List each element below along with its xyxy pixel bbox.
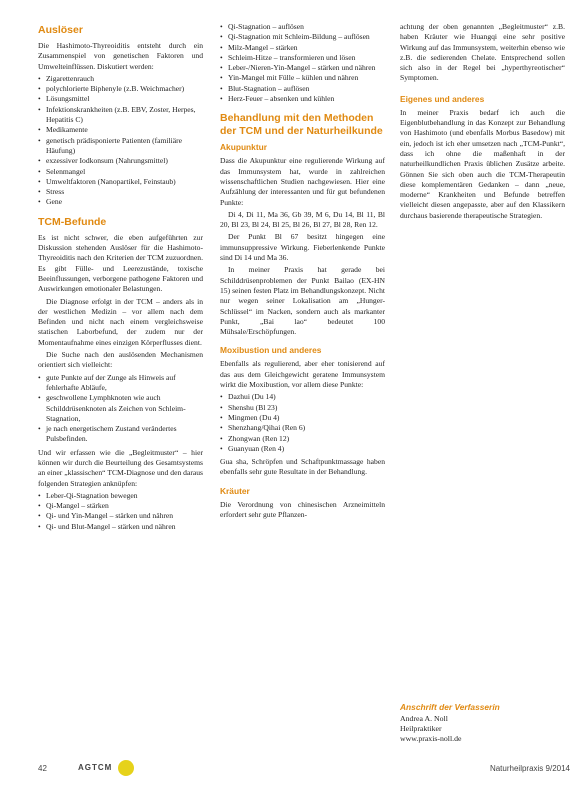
list-item: • Gene: [38, 197, 203, 207]
list-item: • Shenzhang/Qihai (Ren 6): [220, 423, 385, 433]
list-moxa-punkte: [220, 392, 385, 454]
column-2: [220, 22, 385, 522]
agtcm-logo: AGTCM: [78, 763, 113, 772]
heading-behandlung: Behandlung mit den Methoden der TCM und der Naturheilkunde: [220, 112, 383, 138]
list-ausloeser: [38, 74, 203, 208]
heading-eigenes: Eigenes und anderes: [400, 93, 485, 104]
list-item: • Milz-Mangel – stärken: [220, 43, 385, 53]
paragraph-akupunktur-3: Der Punkt Bl 67 besitzt hingegen eine immunsuppressive Wirkung. Fieberlenkende Punkte sind Di 14 und Ma 36.: [220, 232, 385, 263]
paragraph-akupunktur-1: Dass die Akupunktur eine regulierende Wirkung auf das Immunsystem hat, wurde in zahlreichen wissenschaftlichen Studien nachgewiesen. Hier eine Aufzählung der interessanten und für gut befundenen Punkte:: [220, 156, 385, 207]
paragraph-kraeuter-fortsetzung: achtung der oben genannten „Begleitmuster“ z.B. haben Kräuter wie Huangqi eine sehr positive Wirkung auf das Immunsystem, weiterhin ebenso wie z.B. die sedierenden Chelate. Entsprechend sollen sich also in der Regel bei „hyperthyreotischer“ Symptomen.: [400, 22, 565, 83]
paragraph-kraeuter: Die Verordnung von chinesischen Arzneimitteln erfordert sehr gute Pflanzen-: [220, 499, 385, 519]
list-item: • Qi- und Yin-Mangel – stärken und nähren: [38, 511, 203, 521]
heading-tcm-befunde: TCM-Befunde: [38, 215, 107, 228]
list-item: • Infektionskrankheiten (z.B. EBV, Zoster, Herpes, Hepatitis C): [38, 105, 203, 126]
paragraph-akupunktur-4: In meiner Praxis hat gerade bei Schilddrüsenproblemen der Punkt Bailao (EX-HN 15) seinen festen Platz im Behandlungskonzept. Nicht nur wegen seiner Lokalisation am „Hunger-Schlüssel“ im Nacken, sondern auch als markanter Punkt, „Bai lao“ bedeutet 100 Mühsale/Erschöpfungen.: [220, 265, 385, 337]
list-item: • gute Punkte auf der Zunge als Hinweis auf fehlerhafte Abläufe,: [38, 373, 203, 394]
list-item: • Lösungsmittel: [38, 94, 203, 104]
list-item: • Zhongwan (Ren 12): [220, 434, 385, 444]
heading-akupunktur: Akupunktur: [220, 142, 267, 153]
list-item: • Schleim-Hitze – transformieren und lösen: [220, 53, 385, 63]
paragraph-tcm-4: Und wir erfassen wie die „Begleitmuster“ – hier können wir durch die Beurteilung des Gesamtsystems an einer „klassischen“ TCM-Diagnose und den daraus folgenden Strategien anknüpfen:: [38, 447, 203, 488]
list-item: • Leber-Qi-Stagnation bewegen: [38, 491, 203, 501]
list-item: • Guanyuan (Ren 4): [220, 444, 385, 454]
heading-ausloeser: Auslöser: [38, 24, 83, 36]
list-item: • Dazhui (Du 14): [220, 392, 385, 402]
column-1: [38, 22, 203, 535]
list-item: • Shenshu (Bl 23): [220, 403, 385, 413]
journal-issue: Naturheilpraxis 9/2014: [489, 764, 570, 773]
author-box: [400, 702, 570, 744]
list-item: • Umweltfaktoren (Nanopartikel, Feinstaub): [38, 177, 203, 187]
list-item: • Zigarettenrauch: [38, 74, 203, 84]
paragraph-akupunktur-2: Di 4, Di 11, Ma 36, Gb 39, M 6, Du 14, Bl 11, Bl 20, Bl 23, Bl 24, Bl 25, Bl 26, Bl 27, Bl 28, Ren 12.: [220, 209, 385, 230]
page-footer: [38, 762, 570, 778]
list-item: • Selenmangel: [38, 167, 203, 177]
list-strategien-fortsetzung: [220, 22, 385, 104]
list-item: • geschwollene Lymphknoten wie auch Schilddrüsenknoten als Zeichen von Schleim-Stagnation,: [38, 393, 203, 424]
list-item: • Blut-Stagnation – auflösen: [220, 84, 385, 94]
list-befunde: [38, 373, 203, 445]
paragraph-moxibustion-1: Ebenfalls als regulierend, aber eher tonisierend auf das aus dem Gleichgewicht geratene Immunsystem wirkt die Moxibustion, vor allem diese Punkte:: [220, 359, 385, 390]
paragraph-tcm-2: Die Diagnose erfolgt in der TCM – anders als in der westlichen Medizin – vor allem nach dem Befinden und nicht nach einem vergleichsweise statischen Laborbefund, der zudem nur der Momentaufnahme eines einzigen Körperflusses dient.: [38, 296, 203, 347]
sun-logo-icon: [118, 760, 134, 776]
paragraph-tcm-1: Es ist nicht schwer, die eben aufgeführten zur Diskussion stehenden Auslöser für die Hashimoto-Thyreoiditis nach den Kriterien der TCM zuzuordnen. Es gibt Fülle- und Leerezustände, toxische Beeinflussungen, verborgene pathogene Faktoren und Auswirkungen emotionaler Belastungen.: [38, 232, 203, 294]
paragraph-eigenes: In meiner Praxis bedarf ich auch die Eigenblutbehandlung in das Konzept zur Behandlung von Hashimoto (und ebenfalls Morbus Basedow) mit ein, jedoch ist ich eher umsetzen nach „TCM-Punkt“, dass ich ohne die maßenhaft in der naturheilkundlichen Praxis üblichen Zusätze arbeite. Gönnen Sie sich oben auch die TCM-Therapeutin diese komplementären Gedanken – dann „neue, moderne“ Krankheiten und Befunde betreffen vielleicht diesen angepasste, aber auf den Klassikern durchaus basierende therapeutische Strategien.: [400, 107, 565, 220]
list-item: • Leber-/Nieren-Yin-Mangel – stärken und nähren: [220, 63, 385, 73]
list-item: • je nach energetischem Zustand verändertes Pulsbefinden.: [38, 424, 203, 445]
author-title: Heilpraktiker: [400, 724, 442, 733]
list-item: • Qi- und Blut-Mangel – stärken und nähren: [38, 522, 203, 532]
list-item: • Qi-Mangel – stärken: [38, 501, 203, 511]
page-number: 42: [38, 764, 47, 773]
list-item: • Yin-Mangel mit Fülle – kühlen und nähren: [220, 73, 385, 83]
heading-moxibustion: Moxibustion und anderes: [220, 345, 322, 356]
author-website[interactable]: www.praxis-noll.de: [400, 734, 462, 743]
list-item: • Herz-Feuer – absenken und kühlen: [220, 94, 385, 104]
paragraph-intro: Die Hashimoto-Thyreoiditis entsteht durch ein Zusammenspiel von genetischen Faktoren und Umwelteinflüssen. Diskutiert werden:: [38, 41, 203, 71]
list-item: • genetisch prädisponierte Patienten (familiäre Häufung): [38, 136, 203, 157]
list-item: • Mingmen (Du 4): [220, 413, 385, 423]
heading-kraeuter: Kräuter: [220, 485, 250, 496]
author-name: Andrea A. Noll: [400, 714, 448, 723]
list-item: • Stress: [38, 187, 203, 197]
column-3: [400, 22, 565, 223]
list-item: • Qi-Stagnation – auflösen: [220, 22, 385, 32]
list-item: • Medikamente: [38, 125, 203, 135]
list-strategien: [38, 491, 203, 532]
author-label: Anschrift der Verfasserin: [400, 702, 500, 712]
list-item: • exzessiver Iodkonsum (Nahrungsmittel): [38, 156, 203, 166]
list-item: • polychlorierte Biphenyle (z.B. Weichmacher): [38, 84, 203, 94]
list-item: • Qi-Stagnation mit Schleim-Bildung – auflösen: [220, 32, 385, 42]
paragraph-moxibustion-2: Gua sha, Schröpfen und Schaftpunktmassage haben ebenfalls sehr gute Resultate in der Behandlung.: [220, 457, 385, 477]
paragraph-tcm-3: Die Suche nach den auslösenden Mechanismen orientiert sich vielleicht:: [38, 350, 203, 370]
